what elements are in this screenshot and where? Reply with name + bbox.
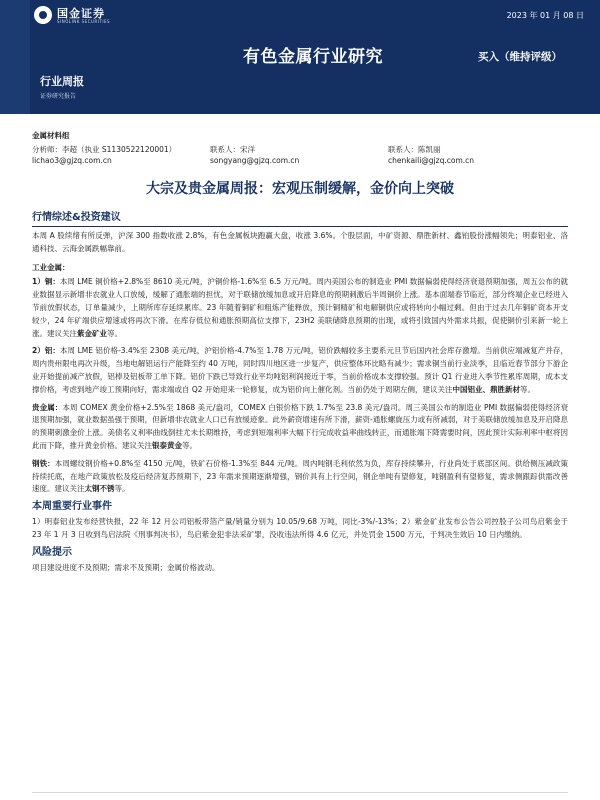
- precious-lead: 贵金属：: [32, 402, 63, 412]
- risk-paragraph: 项目建设进度不及预期；需求不及预期；金属价格波动。: [32, 562, 220, 572]
- aluminum-recommend: 中国铝业、鼎胜新材: [452, 384, 520, 394]
- report-date: 2023 年 01 月 08 日: [506, 11, 584, 20]
- steel-paragraph: [32, 458, 568, 496]
- steel-lead: 钢铁：: [32, 458, 55, 468]
- steel-recommend: 太钢不锈: [84, 484, 115, 494]
- section-title-risk: 风险提示: [32, 546, 72, 558]
- industry-title: 有色金属行业研究: [243, 47, 383, 67]
- report-type: 行业周报: [40, 75, 84, 88]
- header-bottom-strip: [0, 114, 600, 121]
- aluminum-tail: 等。: [519, 384, 535, 394]
- copper-lead: 1）铜：: [32, 277, 60, 287]
- author-names-row: [32, 144, 572, 155]
- aluminum-paragraph: [32, 345, 568, 396]
- steel-text: 本周螺纹钢价格+0.8%至 4150 元/吨，铁矿石价格-1.3%至 844 元/吨。周内吨钢毛利依然为负，库存持续攀升，行业尚处于底部区间。供给侧压减政策持续托底，在地产政策放松及疫后经济复苏预期下，23 年需求预期逐渐增强，钢价具有上行空间，钢企单吨有望修复，吨钢盈利有望修复，需求侧跟踪供需改善速度。建议关注: [32, 458, 569, 494]
- steel-tail: 等。: [114, 484, 130, 494]
- overview-paragraph: 本周 A 股续绪有所反弹，沪深 300 指数收涨 2.8%，有色金属板块跑赢大盘，收涨 3.6%。个股层面，中矿资源、鼎胜新材、鑫铂股份涨幅领先；明泰铝业、洛通科技、云海金属跌幅靠前。: [32, 231, 568, 253]
- precious-tail: 等。: [182, 440, 197, 450]
- rating-badge: 买入（维持评级）: [478, 51, 562, 63]
- industry-metals-heading: 工业金属：: [32, 262, 70, 272]
- analyst-name: 分析师：李超（执业 S1130522120001）: [32, 145, 177, 154]
- contact-email-1[interactable]: songyang@gjzq.com.cn: [210, 156, 300, 165]
- precious-paragraph: [32, 402, 568, 453]
- contact-email-2[interactable]: chenkaili@gjzq.com.cn: [388, 156, 475, 165]
- copper-tail: 等。: [107, 328, 122, 338]
- section-title-overview: 行情综述&投资建议: [32, 212, 568, 227]
- copper-text: 本周 LME 铜价格+2.8%至 8610 美元/吨，沪铜价格-1.6%至 6.5 万元/吨。周内美国公布的制造业 PMI 数据偏弱使得经济衰退预期加强，周五公布的就业数据显示新增非农就业人口放缓，缓解了通胀端的担忧，对于联储放缓加息或开启降息的预期刺激后半周铜价上涨。基本面端春节临近，部分终端企业已经进入节前放假状态，订单量减少，上期所库存延续累库。23 年随着铜矿和粗炼产能释放，预计铜精矿和电解铜供应或将转向小幅过剩。但由于过去几年铜矿资本开支较少，24 年矿端供应增速或将再次下滑。在库存低位和通胀预期高位支撑下，23H2 美联储降息预期的出现，或将引致国内外需求共振，促使铜价引来新一轮上涨。建议关注: [32, 277, 568, 338]
- section-title-events: 本周重要行业事件: [32, 501, 112, 513]
- report-category: 证券研究报告: [40, 93, 77, 100]
- company-logo-icon: [34, 6, 52, 24]
- contact-name-2: 联系人：陈凯丽: [388, 145, 441, 154]
- sector-team: 金属材料组: [32, 131, 70, 140]
- logo-text: 国金证券: [57, 7, 105, 20]
- aluminum-text: 本周 LME 铝价格-3.4%至 2308 美元/吨，沪铝价格-4.7%至 1.78 万元/吨，铝价跌幅较多主要系元旦节后国内社会库存激增。当前供应端减复产并存，周内贵州限电再次升级，当地电解铝运行产能降至约 40 万吨，同时四川地区进一步复产，供应整体环比略有减少；需求铜当前行业淡季，且临近春节部分下游企业开始提前减产放假，铝棒及铝板带工单下降。铝价下跌已导致行业平均吨铝利润接近于零，当前价格成本支撑较强。预计 Q1 行业进入季节性累库周期，成本支撑价格，考虑到地产竣工预期向好，需求端或自 Q2 开始迎来一轮修复，成为铝价向上催化剂。当前仍处于周期左侧，建议关注: [32, 346, 568, 394]
- report-body: [32, 212, 568, 580]
- author-block: [32, 130, 572, 166]
- report-title: 大宗及贵金属周报：宏观压制缓解，金价向上突破: [146, 181, 454, 197]
- analyst-email[interactable]: lichao3@gjzq.com.cn: [32, 156, 112, 165]
- copper-recommend: 紫金矿业: [77, 328, 107, 338]
- precious-text: 本周 COMEX 黄金价格+2.5%至 1868 美元/盎司，COMEX 白银价格下跌 1.7%至 23.8 美元/盎司。周三美国公布的制造业 PMI 数据偏弱使得经济衰退预期加强，就业数据虽强于预期，但新增非农就业人口已有放缓迹象。此外薪资增速有所下滑，薪资-通胀螺旋压力或有所减弱，对于美联储放缓加息及开启降息的预期刺激金价上涨。美债名义利率曲线倒挂尤未长期维持，考虑到短端利率大幅下行完成收益率曲线转正，而通胀端下降需要时间，因此预计实际利率中枢将因此而下降，推升黄金价格。建议关注: [32, 402, 568, 450]
- events-paragraph: 1）明泰铝业发布经营快报，22 年 12 月公司铝板带箔产量/销量分别为 10.05/9.68 万吨，同比-3%/-13%；2）紫金矿业发布公告公司控股子公司鸟启紫金于 23 年 1 月 3 日收到鸟启法院《刑事判决书》，鸟启紫金犯非法采矿罪，没收违法所得 4.6 亿元，并处罚金 1500 万元，于判决生效后 10 日内缴纳。: [32, 517, 568, 539]
- copper-paragraph: [32, 276, 568, 340]
- report-header: [0, 0, 600, 121]
- aluminum-lead: 2）铝：: [32, 346, 60, 356]
- precious-recommend: 银泰黄金: [152, 440, 182, 450]
- footer-divider: [32, 792, 568, 793]
- contact-name-1: 联系人：宋洋: [210, 145, 255, 154]
- logo-subtext: SINOLINK SECURITIES: [57, 19, 111, 24]
- author-emails-row: [32, 155, 572, 166]
